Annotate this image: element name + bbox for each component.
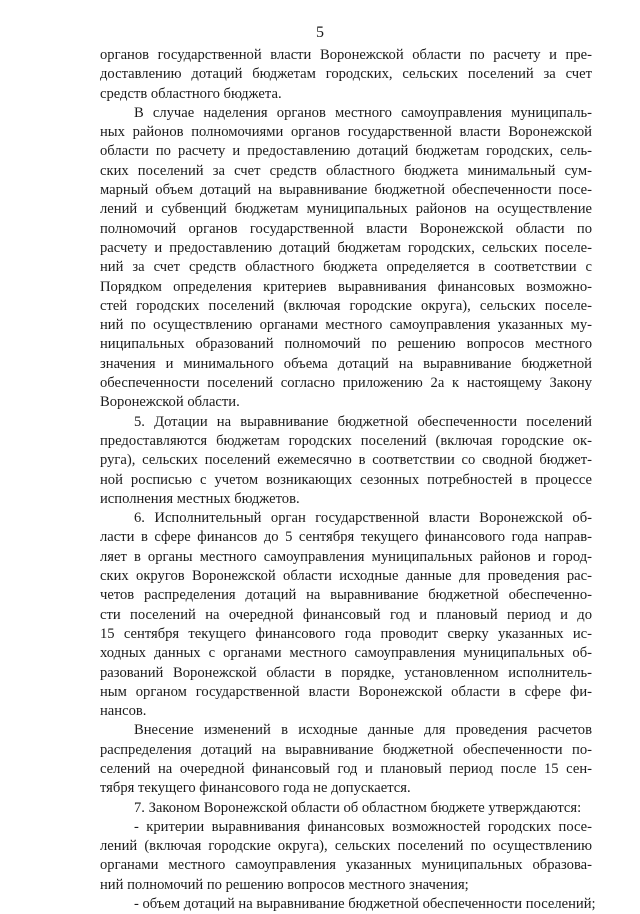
text-line: 6. Исполнительный орган государственной власти Воронежской об- xyxy=(134,510,592,527)
text-line: лений (включая городские округа), сельских поселений по осуществлению xyxy=(100,838,592,855)
paragraph-item-7 xyxy=(100,799,592,818)
text-line: лений и субвенций бюджетам муниципальных районов на осуществление xyxy=(100,201,592,218)
text-line: расчету и предоставлению дотаций бюджетам городских, сельских поселе- xyxy=(100,239,592,256)
text-line: ний за счет средств областного бюджета определяется в соответствии с xyxy=(100,259,592,276)
text-line: стей городских поселений (включая городские округа), сельских поселе- xyxy=(100,297,592,314)
paragraph-item-6 xyxy=(100,509,592,721)
text-line: Порядком определения критериев выравнивания финансовых возможно- xyxy=(100,278,592,295)
text-line: ным органом государственной власти Воронежской области в сфере фи- xyxy=(100,683,592,700)
text-line: нансов. xyxy=(100,703,147,720)
text-line: ляет в органы местного самоуправления муниципальных районов и город- xyxy=(100,548,592,565)
paragraph-criteria xyxy=(100,818,592,895)
text-line: - критерии выравнивания финансовых возможностей городских посе- xyxy=(134,818,592,835)
text-line: четов распределения дотаций на выравнивание бюджетной обеспеченно- xyxy=(100,587,592,604)
text-line: исполнения местных бюджетов. xyxy=(100,490,300,507)
text-line: ходных данных с органами местного самоуправления муниципальных об- xyxy=(100,645,592,662)
document-body xyxy=(100,46,596,914)
text-line: Внесение изменений в исходные данные для проведения расчетов xyxy=(134,722,592,739)
text-line: органами местного самоуправления указанных муниципальных образова- xyxy=(100,857,592,874)
text-line: средств областного бюджета. xyxy=(100,85,282,102)
paragraph-intro-continuation xyxy=(100,46,592,104)
text-line: руга), сельских поселений ежемесячно в соответствии со сводной бюджет- xyxy=(100,452,592,469)
text-line: обеспеченности поселений согласно приложению 2а к настоящему Закону xyxy=(100,375,592,392)
text-line: ниципальных образований полномочий по решению вопросов местного xyxy=(100,336,592,353)
text-line: селений на очередной финансовый год и плановый период после 15 сен- xyxy=(100,760,592,777)
text-line: 7. Законом Воронежской области об областном бюджете утверждаются: xyxy=(134,799,582,816)
text-line: Воронежской области. xyxy=(100,394,240,411)
text-line: ных районов полномочиями органов государственной власти Воронежской xyxy=(100,124,592,141)
text-line: В случае наделения органов местного самоуправления муниципаль- xyxy=(134,104,592,121)
text-line: области по расчету и предоставлению дотаций бюджетам городских, сель- xyxy=(100,143,592,160)
text-line: ских округов Воронежской области исходные данные для проведения рас- xyxy=(100,568,592,585)
text-line: ний полномочий по решению вопросов местного значения; xyxy=(100,876,469,893)
page-number: 5 xyxy=(316,24,324,41)
paragraph-changes xyxy=(100,721,592,798)
text-line: значения и минимального объема дотаций на выравнивание бюджетной xyxy=(100,355,592,372)
text-line: ний по осуществлению органами местного самоуправления указанных му- xyxy=(100,317,592,334)
text-line: марный объем дотаций на выравнивание бюджетной обеспеченности посе- xyxy=(100,182,592,199)
text-line: ских поселений за счет средств областного бюджета минимальный сум- xyxy=(100,162,592,179)
text-line: ной росписью с учетом возникающих сезонных потребностей в процессе xyxy=(100,471,592,488)
text-line: распределения дотаций на выравнивание бюджетной обеспеченности по- xyxy=(100,741,592,758)
text-line: сти поселений на очередной финансовый год и плановый период и до xyxy=(100,606,592,623)
paragraph-item-5 xyxy=(100,413,592,509)
text-line: органов государственной власти Воронежской области по расчету и пре- xyxy=(100,47,592,63)
text-line: тября текущего финансового года не допускается. xyxy=(100,780,411,797)
text-line: разований Воронежской области в порядке, установленном исполнитель- xyxy=(100,664,592,681)
text-line: полномочий органов государственной власти Воронежской области по xyxy=(100,220,592,237)
text-line: 5. Дотации на выравнивание бюджетной обеспеченности поселений xyxy=(134,413,592,430)
text-line: доставлению дотаций бюджетам городских, сельских поселений за счет xyxy=(100,66,592,83)
text-line: ласти в сфере финансов до 5 сентября текущего финансового года направ- xyxy=(100,529,592,546)
text-line: 15 сентября текущего финансового года проводит сверку указанных ис- xyxy=(100,625,592,642)
paragraph-delegation xyxy=(100,104,592,413)
text-line: - объем дотаций на выравнивание бюджетной обеспеченности поселений; xyxy=(134,896,596,913)
text-line: предоставляются бюджетам городских поселений (включая городские ок- xyxy=(100,432,592,449)
